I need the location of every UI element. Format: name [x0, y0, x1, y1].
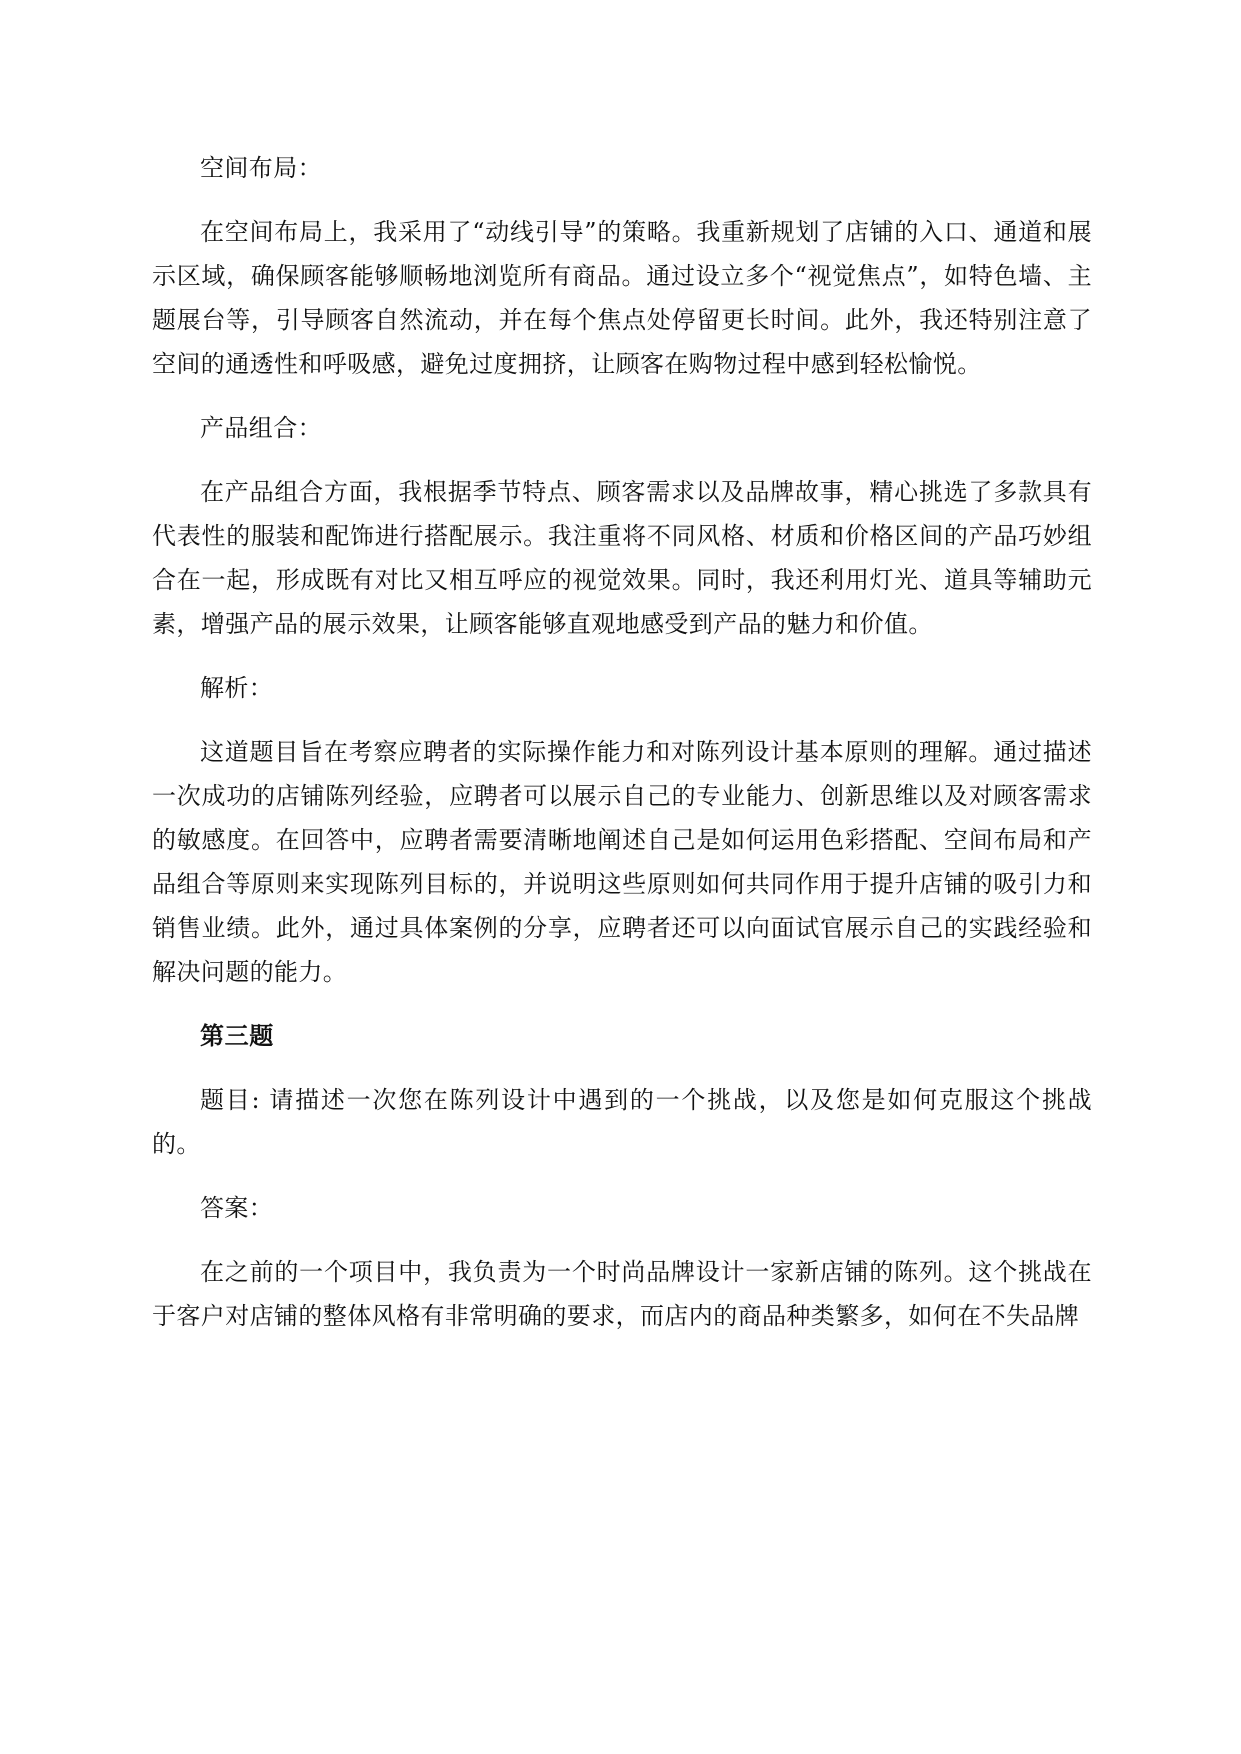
answer-label: 答案： [200, 1194, 274, 1222]
paragraph-analysis: 这道题目旨在考察应聘者的实际操作能力和对陈列设计基本原则的理解。通过描述一次成功的店铺陈列经验，应聘者可以展示自己的专业能力、创新思维以及对顾客需求的敏感度。在回答中，应聘者需要清晰地阐述自己是如何运用色彩搭配、空间布局和产品组合等原则来实现陈列目标的，并说明这些原则如何共同作用于提升店铺的吸引力和销售业绩。此外，通过具体案例的分享，应聘者还可以向面试官展示自己的实践经验和解决问题的能力。 [152, 738, 1092, 986]
paragraph-answer: 在之前的一个项目中，我负责为一个时尚品牌设计一家新店铺的陈列。这个挑战在于客户对店铺的整体风格有非常明确的要求，而店内的商品种类繁多，如何在不失品牌 [152, 1258, 1092, 1330]
paragraph-product-combination: 在产品组合方面，我根据季节特点、顾客需求以及品牌故事，精心挑选了多款具有代表性的服装和配饰进行搭配展示。我注重将不同风格、材质和价格区间的产品巧妙组合在一起，形成既有对比又相互呼应的视觉效果。同时，我还利用灯光、道具等辅助元素，增强产品的展示效果，让顾客能够直观地感受到产品的魅力和价值。 [152, 478, 1092, 638]
paragraph-space-layout: 在空间布局上，我采用了“动线引导”的策略。我重新规划了店铺的入口、通道和展示区域，确保顾客能够顺畅地浏览所有商品。通过设立多个“视觉焦点”，如特色墙、主题展台等，引导顾客自然流动，并在每个焦点处停留更长时间。此外，我还特别注意了空间的通透性和呼吸感，避免过度拥挤，让顾客在购物过程中感到轻松愉悦。 [152, 218, 1092, 378]
section-heading-product-combination: 产品组合： [200, 414, 322, 442]
question-heading: 第三题 [200, 1022, 274, 1050]
document-body [152, 146, 1092, 1358]
section-heading-space-layout: 空间布局： [200, 154, 322, 182]
question-text: 题目: 请描述一次您在陈列设计中遇到的一个挑战，以及您是如何克服这个挑战的。 [152, 1086, 1092, 1158]
section-heading-analysis: 解析： [200, 674, 274, 702]
